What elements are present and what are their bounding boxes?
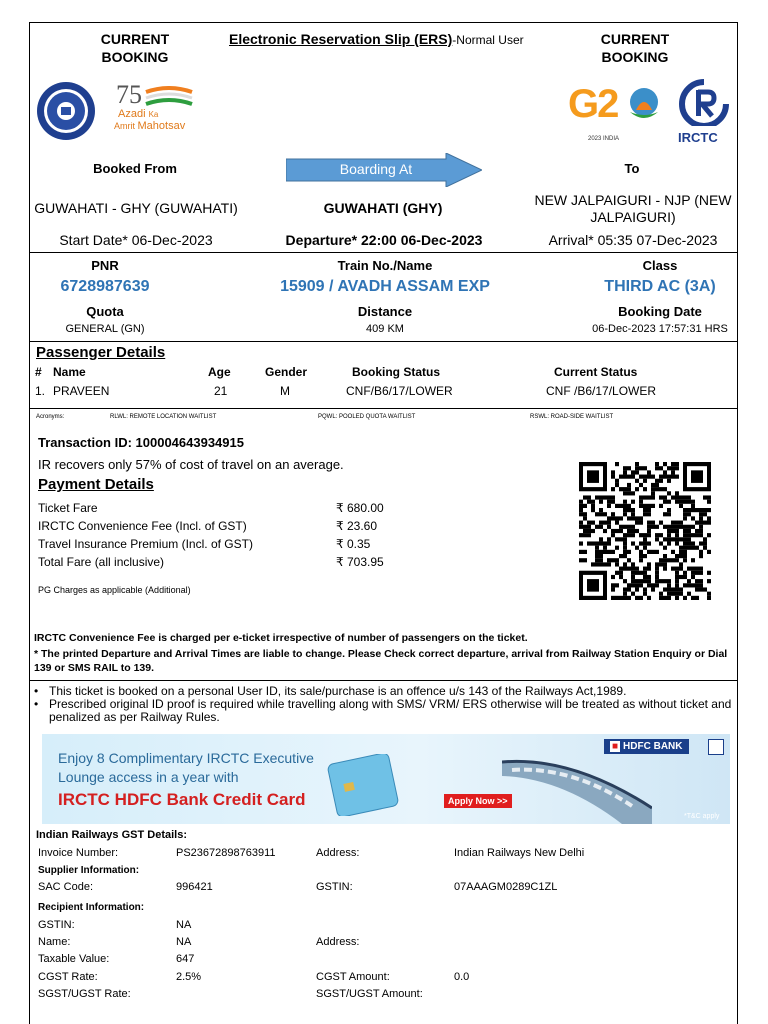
boarding-arrow (286, 153, 482, 187)
quota-label: Quota (86, 304, 124, 319)
taxable-value: 647 (176, 953, 195, 965)
supplier-title: Supplier Information: (38, 865, 140, 876)
lotus-globe-icon (626, 86, 662, 126)
supplier-gstin-value: 07AAAGM0289C1ZL (454, 881, 558, 893)
table-row (0, 384, 768, 400)
azadi-text-line-1 (118, 108, 158, 120)
right-title-line-2: BOOKING (601, 49, 669, 65)
tricolour-flag-icon (144, 86, 194, 108)
from-station: GUWAHATI - GHY (GUWAHATI) (34, 200, 238, 216)
azadi-word: Azadi (118, 108, 146, 120)
ad-line-1: Enjoy 8 Complimentary IRCTC Executive (58, 750, 314, 766)
indian-railways-emblem-icon (35, 80, 97, 142)
sgst-amount-label: SGST/UGST Amount: (316, 988, 423, 1000)
arrival-time: Arrival* 05:35 07-Dec-2023 (548, 232, 718, 248)
passenger-number: 1. (35, 384, 46, 398)
g20-logo (566, 82, 666, 147)
passenger-current-status: CNF /B6/17/LOWER (546, 384, 657, 398)
recipient-gstin-value: NA (176, 919, 192, 931)
gst-title: Indian Railways GST Details: (36, 829, 187, 841)
train-value: 15909 / AVADH ASSAM EXP (280, 278, 490, 295)
g20-subtitle: 2023 INDIA (588, 136, 620, 142)
address-label: Address: (316, 847, 360, 859)
passenger-gender: M (280, 384, 290, 398)
right-title-line-1: CURRENT (600, 31, 670, 47)
ad-line-3: IRCTC HDFC Bank Credit Card (58, 790, 306, 809)
sac-value: 996421 (176, 881, 213, 893)
azadi-ka-word: Ka (148, 110, 159, 119)
divider-notes (29, 680, 738, 681)
recipient-title: Recipient Information: (38, 902, 145, 913)
recipient-gstin-label: GSTIN: (38, 919, 75, 931)
divider-ticket (29, 341, 738, 342)
departure-time: Departure* 22:00 06-Dec-2023 (285, 232, 483, 248)
taxable-value-label: Taxable Value: (38, 953, 110, 965)
distance-label: Distance (357, 304, 413, 319)
divider-journey (29, 252, 738, 253)
irctc-logo (672, 78, 736, 148)
left-title-line-1: CURRENT (100, 31, 170, 47)
payment-details-title: Payment Details (38, 476, 154, 493)
total-fare-label: Total Fare (all inclusive) (38, 555, 165, 569)
start-date: Start Date* 06-Dec-2023 (59, 232, 213, 248)
passenger-table-header (0, 365, 768, 381)
cgst-rate-label: CGST Rate: (38, 971, 98, 983)
timing-change-note: * The printed Departure and Arrival Times are liable to change. Please Check correct departure, arrival from Railway Station Enquiry or Dial 139 or SMS RAIL to 139. (34, 648, 728, 674)
sac-label: SAC Code: (38, 881, 94, 893)
rules-list (34, 685, 734, 724)
booking-date-value: 06-Dec-2023 17:57:31 HRS (592, 323, 728, 335)
bullet-icon: • (34, 684, 39, 698)
total-fare-amount: ₹ 703.95 (336, 555, 384, 569)
azadi-number: 75 (116, 80, 142, 109)
class-value: THIRD AC (3A) (604, 278, 716, 295)
insurance-amount: ₹ 0.35 (336, 537, 371, 551)
left-title-line-2: BOOKING (101, 49, 169, 65)
sgst-rate-label: SGST/UGST Rate: (38, 988, 131, 1000)
passenger-booking-status: CNF/B6/17/LOWER (346, 384, 453, 398)
pg-charges-note: PG Charges as applicable (Additional) (38, 585, 191, 595)
passenger-name: PRAVEEN (53, 384, 110, 398)
ad-terms: *T&C apply (684, 813, 720, 820)
col-gender: Gender (265, 365, 308, 379)
hdfc-bank-text: HDFC BANK (623, 741, 683, 752)
left-current-booking (80, 30, 190, 66)
acronym-rswl: RSWL: ROAD-SIDE WAITLIST (530, 414, 614, 420)
irctc-emblem-icon (678, 78, 730, 126)
boarding-at-label: Boarding At (339, 161, 413, 177)
passenger-details-title: Passenger Details (36, 344, 166, 361)
rule-item-2 (34, 698, 734, 724)
cgst-amount-label: CGST Amount: (316, 971, 390, 983)
col-name: Name (53, 365, 86, 379)
distance-value: 409 KM (366, 323, 404, 335)
pnr-label: PNR (91, 258, 119, 273)
cgst-amount-value: 0.0 (454, 971, 470, 983)
address-value: Indian Railways New Delhi (454, 847, 585, 859)
convenience-fee-label: IRCTC Convenience Fee (Incl. of GST) (38, 519, 247, 533)
azadi-logo (112, 80, 202, 140)
booked-from-label: Booked From (93, 161, 177, 176)
quota-value: GENERAL (GN) (65, 323, 145, 335)
invoice-value: PS23672898763911 (176, 847, 276, 859)
to-station: NEW JALPAIGURI - NJP (NEW JALPAIGURI) (534, 192, 732, 225)
passenger-age: 21 (214, 384, 228, 398)
ers-title (229, 31, 524, 47)
train-illustration-icon (502, 748, 652, 824)
rule-text-1: This ticket is booked on a personal User ID, its sale/purchase is an offence u/s 143 of the Railways Act,1989. (49, 684, 627, 698)
col-number: # (35, 365, 42, 379)
g20-text: G2 (568, 82, 618, 126)
supplier-gstin-label: GSTIN: (316, 881, 353, 893)
acronym-rlwl: RLWL: REMOTE LOCATION WAITLIST (110, 414, 217, 420)
ticket-fare-label: Ticket Fare (38, 501, 98, 515)
ers-title-text: Electronic Reservation Slip (ERS) (229, 31, 453, 47)
hdfc-ad-banner[interactable] (42, 734, 730, 824)
recipient-name-value: NA (176, 936, 192, 948)
bullet-icon: • (34, 697, 39, 711)
transaction-id: Transaction ID: 100004643934915 (38, 435, 244, 450)
col-current-status: Current Status (554, 365, 638, 379)
acronyms-label: Acronyms: (36, 414, 65, 420)
recipient-name-label: Name: (38, 936, 71, 948)
ad-line-2: Lounge access in a year with (58, 769, 239, 785)
irctc-mini-logo-icon (708, 739, 724, 755)
train-label: Train No./Name (337, 258, 433, 273)
irctc-text: IRCTC (678, 130, 718, 145)
ers-title-suffix: -Normal User (452, 33, 524, 47)
booking-date-label: Booking Date (618, 304, 702, 319)
boarding-station: GUWAHATI (GHY) (323, 200, 443, 216)
acronym-pqwl: PQWL: POOLED QUOTA WAITLIST (318, 414, 416, 420)
class-label: Class (642, 258, 678, 273)
convenience-fee-note: IRCTC Convenience Fee is charged per e-ticket irrespective of number of passengers on the ticket. (34, 632, 528, 644)
col-booking-status: Booking Status (352, 365, 441, 379)
cost-recovery-note: IR recovers only 57% of cost of travel on an average. (38, 457, 344, 472)
azadi-text-line-2 (114, 120, 185, 132)
col-age: Age (208, 365, 231, 379)
divider-passengers (29, 408, 738, 409)
right-current-booking (580, 30, 690, 66)
amrit-word: Amrit (114, 121, 135, 131)
cgst-rate-value: 2.5% (176, 971, 202, 983)
hdfc-logo-icon: ■ (612, 741, 619, 752)
credit-card-icon (326, 754, 400, 816)
ticket-fare-amount: ₹ 680.00 (336, 501, 384, 515)
rule-text-2: Prescribed original ID proof is required while travelling along with SMS/ VRM/ ERS otherwise will be treated as without ticket and penalized as per Railway Rules. (49, 697, 732, 724)
qr-code-icon (579, 462, 711, 600)
insurance-label: Travel Insurance Premium (Incl. of GST) (38, 537, 253, 551)
hdfc-bank-badge (604, 739, 689, 754)
pnr-value: 6728987639 (60, 278, 150, 295)
recipient-address-label: Address: (316, 936, 360, 948)
mahotsav-word: Mahotsav (137, 120, 186, 132)
to-label: To (624, 161, 640, 176)
invoice-label: Invoice Number: (38, 847, 119, 859)
acronyms-row (0, 414, 768, 424)
convenience-fee-amount: ₹ 23.60 (336, 519, 377, 533)
apply-now-button[interactable]: Apply Now >> (444, 794, 512, 808)
